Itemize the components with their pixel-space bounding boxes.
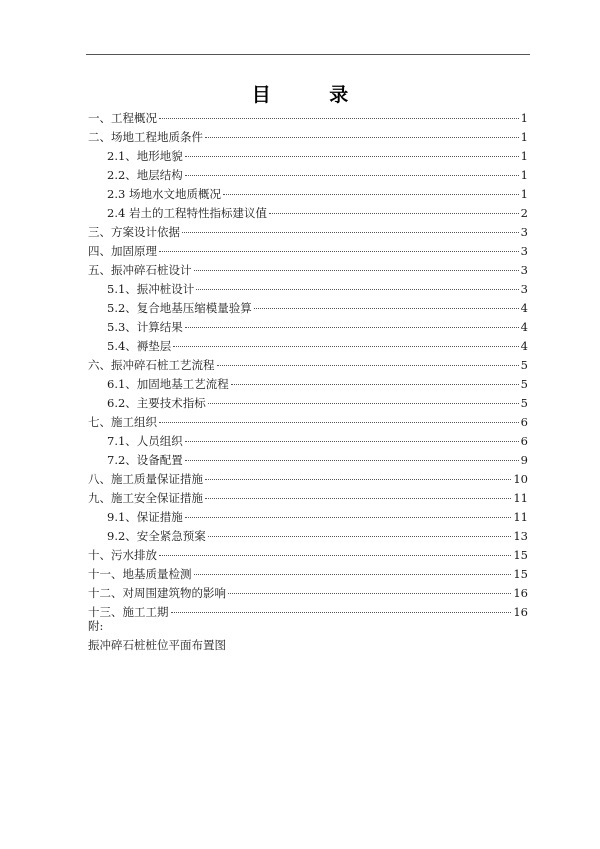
toc-entry-label: 5.1、振冲桩设计: [107, 282, 195, 296]
toc-entry-label: 2.4 岩土的工程特性指标建议值: [107, 206, 267, 220]
toc-entry[interactable]: [88, 280, 528, 299]
toc-entry-page-number: 10: [513, 472, 528, 486]
toc-entry[interactable]: [88, 147, 528, 166]
toc-entry-page-number: 3: [520, 244, 528, 258]
toc-entry-page-number: 5: [520, 358, 528, 372]
toc-dot-leader: [217, 365, 519, 366]
toc-entry-page-number: 4: [520, 301, 528, 315]
toc-entry-label: 7.1、人员组织: [107, 434, 183, 448]
toc-dot-leader: [208, 536, 512, 537]
toc-entry-label: 6.1、加固地基工艺流程: [107, 377, 229, 391]
toc-dot-leader: [159, 555, 511, 556]
toc-entry[interactable]: [88, 470, 528, 489]
toc-dot-leader: [185, 156, 519, 157]
toc-entry[interactable]: [88, 337, 528, 356]
toc-entry[interactable]: [88, 527, 528, 546]
toc-entry-label: 九、施工安全保证措施: [88, 491, 203, 505]
toc-dot-leader: [171, 612, 512, 613]
toc-entry-label: 9.1、保证措施: [107, 510, 183, 524]
toc-entry-label: 7.2、设备配置: [107, 453, 183, 467]
toc-entry[interactable]: [88, 166, 528, 185]
toc-entry-page-number: 5: [520, 377, 528, 391]
toc-dot-leader: [194, 270, 519, 271]
toc-dot-leader: [196, 289, 518, 290]
toc-dot-leader: [185, 175, 519, 176]
toc-entry-page-number: 15: [513, 548, 528, 562]
toc-entry-page-number: 9: [520, 453, 528, 467]
toc-entry[interactable]: [88, 204, 528, 223]
toc-entry[interactable]: [88, 128, 528, 147]
toc-dot-leader: [159, 422, 519, 423]
toc-entry-label: 一、工程概况: [88, 111, 157, 125]
toc-entry-page-number: 6: [520, 434, 528, 448]
toc-entry-page-number: 3: [520, 263, 528, 277]
toc-entry-label: 十三、施工工期: [88, 605, 169, 619]
toc-dot-leader: [194, 574, 512, 575]
toc-entry[interactable]: [88, 223, 528, 242]
toc-entry[interactable]: [88, 242, 528, 261]
toc-entry-label: 5.4、褥垫层: [107, 339, 172, 353]
toc-entry-page-number: 1: [520, 111, 528, 125]
toc-dot-leader: [182, 232, 519, 233]
toc-entry[interactable]: [88, 584, 528, 603]
toc-entry-label: 二、场地工程地质条件: [88, 130, 203, 144]
toc-entry-label: 2.1、地形地貌: [107, 149, 183, 163]
toc-entry[interactable]: [88, 413, 528, 432]
toc-entry-label: 5.3、计算结果: [107, 320, 183, 334]
toc-entry-page-number: 11: [513, 510, 528, 524]
toc-entry-label: 2.2、地层结构: [107, 168, 183, 182]
toc-entry[interactable]: [88, 432, 528, 451]
toc-entry-page-number: 1: [520, 130, 528, 144]
toc-entry-label: 三、方案设计依据: [88, 225, 180, 239]
toc-entry-page-number: 13: [513, 529, 528, 543]
toc-dot-leader: [208, 403, 519, 404]
toc-dot-leader: [228, 593, 511, 594]
toc-entry-label: 9.2、安全紧急预案: [107, 529, 206, 543]
appendix-item: 振冲碎石桩桩位平面布置图: [88, 638, 226, 652]
toc-entry-page-number: 1: [520, 187, 528, 201]
toc-entry[interactable]: [88, 489, 528, 508]
toc-entry-page-number: 1: [520, 168, 528, 182]
toc-entry[interactable]: [88, 546, 528, 565]
toc-entry[interactable]: [88, 299, 528, 318]
toc-entry[interactable]: [88, 451, 528, 470]
toc-entry-page-number: 1: [520, 149, 528, 163]
page-title: 目 录: [251, 84, 375, 106]
toc-entry[interactable]: [88, 375, 528, 394]
toc-entry[interactable]: [88, 565, 528, 584]
toc-entry[interactable]: [88, 356, 528, 375]
toc-entry-label: 十二、对周围建筑物的影响: [88, 586, 226, 600]
toc-entry[interactable]: [88, 394, 528, 413]
toc-dot-leader: [269, 213, 519, 214]
toc-entry-page-number: 3: [520, 225, 528, 239]
toc-entry-label: 6.2、主要技术指标: [107, 396, 206, 410]
toc-dot-leader: [159, 118, 519, 119]
header-rule: [86, 54, 530, 55]
toc-entry[interactable]: [88, 508, 528, 527]
table-of-contents: [88, 109, 528, 622]
toc-dot-leader: [185, 517, 512, 518]
toc-dot-leader: [205, 479, 511, 480]
toc-entry-page-number: 2: [520, 206, 528, 220]
toc-entry-label: 2.3 场地水文地质概况: [107, 187, 221, 201]
toc-entry-label: 六、振冲碎石桩工艺流程: [88, 358, 215, 372]
toc-entry-label: 八、施工质量保证措施: [88, 472, 203, 486]
toc-entry[interactable]: [88, 109, 528, 128]
toc-entry-label: 十、污水排放: [88, 548, 157, 562]
toc-entry-label: 七、施工组织: [88, 415, 157, 429]
toc-entry-page-number: 4: [520, 320, 528, 334]
toc-entry-label: 四、加固原理: [88, 244, 157, 258]
toc-entry-page-number: 4: [520, 339, 528, 353]
toc-entry-page-number: 3: [520, 282, 528, 296]
toc-entry[interactable]: [88, 318, 528, 337]
toc-dot-leader: [173, 346, 518, 347]
toc-dot-leader: [185, 460, 519, 461]
toc-entry-page-number: 16: [513, 605, 528, 619]
toc-entry[interactable]: [88, 185, 528, 204]
toc-entry-label: 5.2、复合地基压缩模量验算: [107, 301, 252, 315]
appendix-heading: 附:: [88, 619, 104, 633]
toc-entry-label: 十一、地基质量检测: [88, 567, 192, 581]
toc-dot-leader: [205, 137, 519, 138]
toc-dot-leader: [185, 441, 519, 442]
toc-entry-page-number: 15: [513, 567, 528, 581]
toc-entry-page-number: 6: [520, 415, 528, 429]
toc-dot-leader: [231, 384, 519, 385]
toc-dot-leader: [159, 251, 519, 252]
toc-entry-page-number: 11: [513, 491, 528, 505]
toc-dot-leader: [205, 498, 511, 499]
toc-dot-leader: [223, 194, 519, 195]
toc-entry[interactable]: [88, 261, 528, 280]
toc-entry-page-number: 16: [513, 586, 528, 600]
toc-dot-leader: [254, 308, 519, 309]
toc-entry-page-number: 5: [520, 396, 528, 410]
toc-entry-label: 五、振冲碎石桩设计: [88, 263, 192, 277]
appendix: [88, 617, 226, 655]
toc-dot-leader: [185, 327, 519, 328]
